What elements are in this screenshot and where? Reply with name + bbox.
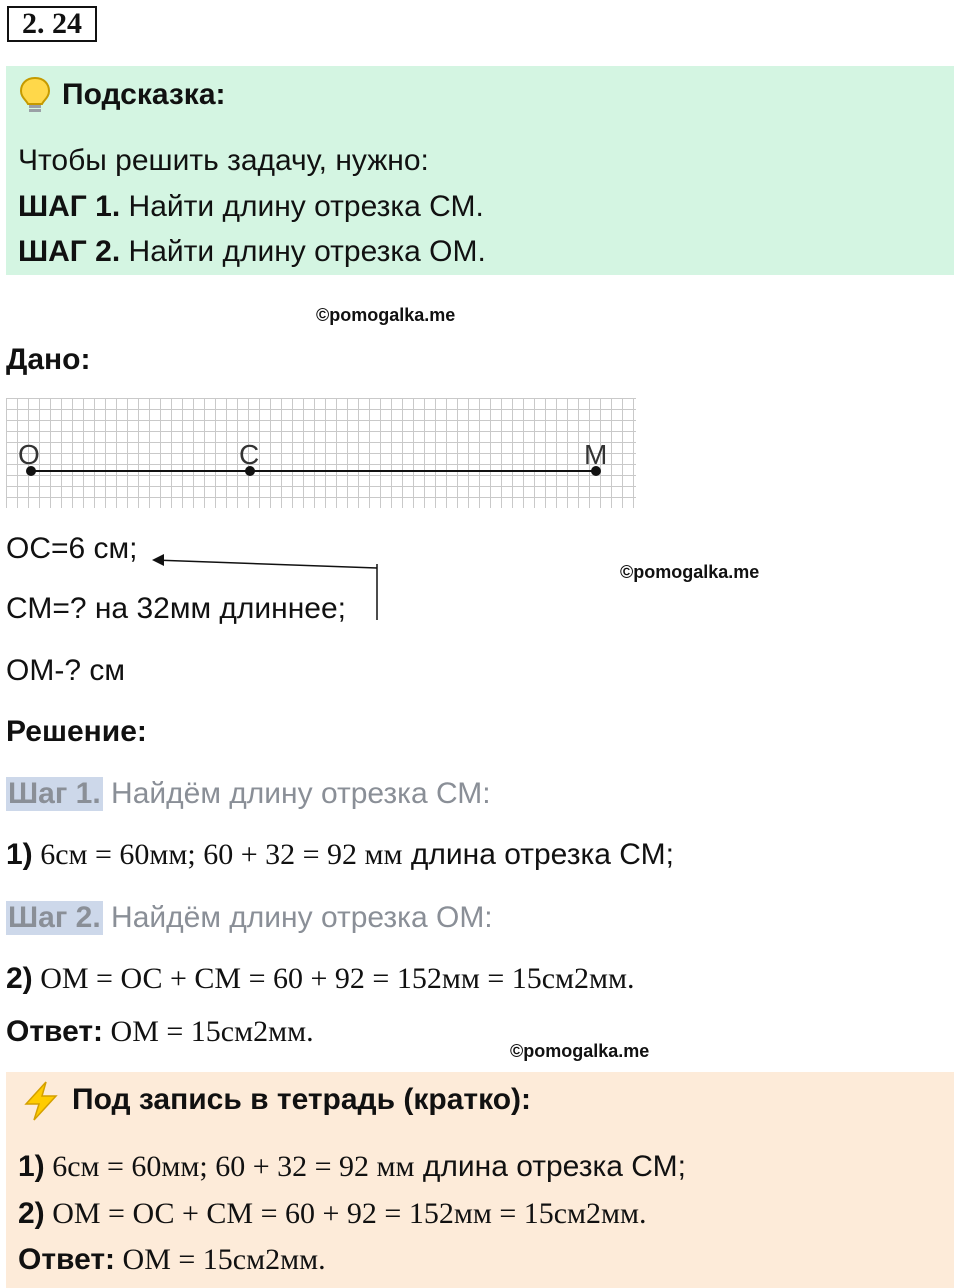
line-2-math: ОМ = ОС + СМ = 60 + 92 = 152мм = 15см2мм. (32, 962, 635, 995)
notebook-line-1 (18, 1150, 686, 1184)
notebook-title: Под запись в тетрадь (кратко): (72, 1083, 532, 1116)
lightning-icon (20, 1080, 62, 1122)
task-number: 2. 24 (7, 6, 97, 42)
point-c-label: C (239, 439, 260, 470)
lightbulb-icon (18, 76, 52, 114)
watermark: ©pomogalka.me (510, 1041, 650, 1061)
step-2-label: Шаг 2. (8, 901, 101, 934)
point-o-label: O (18, 439, 40, 470)
solution-title: Решение: (6, 715, 147, 748)
hint-step-1-text: Найти длину отрезка СМ. (120, 190, 484, 223)
nb-line-1-math: 6см = 60мм; 60 + 32 = 92 мм (44, 1150, 415, 1183)
point-m-label: M (584, 439, 608, 470)
line-2-num: 2) (6, 962, 33, 995)
solution-answer (6, 1015, 314, 1049)
given-line-cm: СМ=? на 32мм длиннее; (6, 592, 347, 625)
hint-title: Подсказка: (62, 78, 226, 111)
step-1-text: Найдём длину отрезка СМ: (102, 777, 491, 810)
reference-arrow (140, 550, 390, 630)
solution-step-2-heading (6, 901, 493, 935)
nb-line-1-tail: длина отрезка СМ; (414, 1150, 686, 1183)
hint-step-1 (18, 190, 484, 224)
nb-line-1-num: 1) (18, 1150, 45, 1183)
given-line-oc: ОС=6 см; (6, 532, 138, 565)
nb-line-2-math: ОМ = ОС + СМ = 60 + 92 = 152мм = 15см2мм. (44, 1197, 647, 1230)
solution-line-2 (6, 962, 635, 996)
given-line-om: ОМ-? см (6, 654, 125, 687)
nb-line-2-num: 2) (18, 1197, 45, 1230)
watermark: ©pomogalka.me (620, 562, 760, 582)
line-1-num: 1) (6, 838, 33, 871)
hint-step-1-label: ШАГ 1. (18, 190, 121, 223)
step-2-text: Найдём длину отрезка ОМ: (102, 901, 493, 934)
nb-answer-label: Ответ: (18, 1243, 116, 1276)
hint-step-2 (18, 235, 486, 269)
solution-step-1-heading (6, 777, 491, 811)
hint-intro: Чтобы решить задачу, нужно: (18, 144, 429, 177)
notebook-line-2 (18, 1197, 647, 1231)
hint-step-2-text: Найти длину отрезка ОМ. (120, 235, 486, 268)
solution-line-1 (6, 838, 674, 872)
nb-answer-math: ОМ = 15см2мм. (115, 1243, 326, 1276)
answer-math: ОМ = 15см2мм. (103, 1015, 314, 1048)
line-1-math: 6см = 60мм; 60 + 32 = 92 мм (32, 838, 403, 871)
hint-step-2-label: ШАГ 2. (18, 235, 121, 268)
segment-diagram (6, 398, 636, 508)
step-1-label: Шаг 1. (8, 777, 101, 810)
given-title: Дано: (6, 343, 91, 376)
answer-label: Ответ: (6, 1015, 104, 1048)
watermark: ©pomogalka.me (316, 305, 456, 325)
notebook-answer (18, 1243, 326, 1277)
line-1-tail: длина отрезка СМ; (402, 838, 674, 871)
